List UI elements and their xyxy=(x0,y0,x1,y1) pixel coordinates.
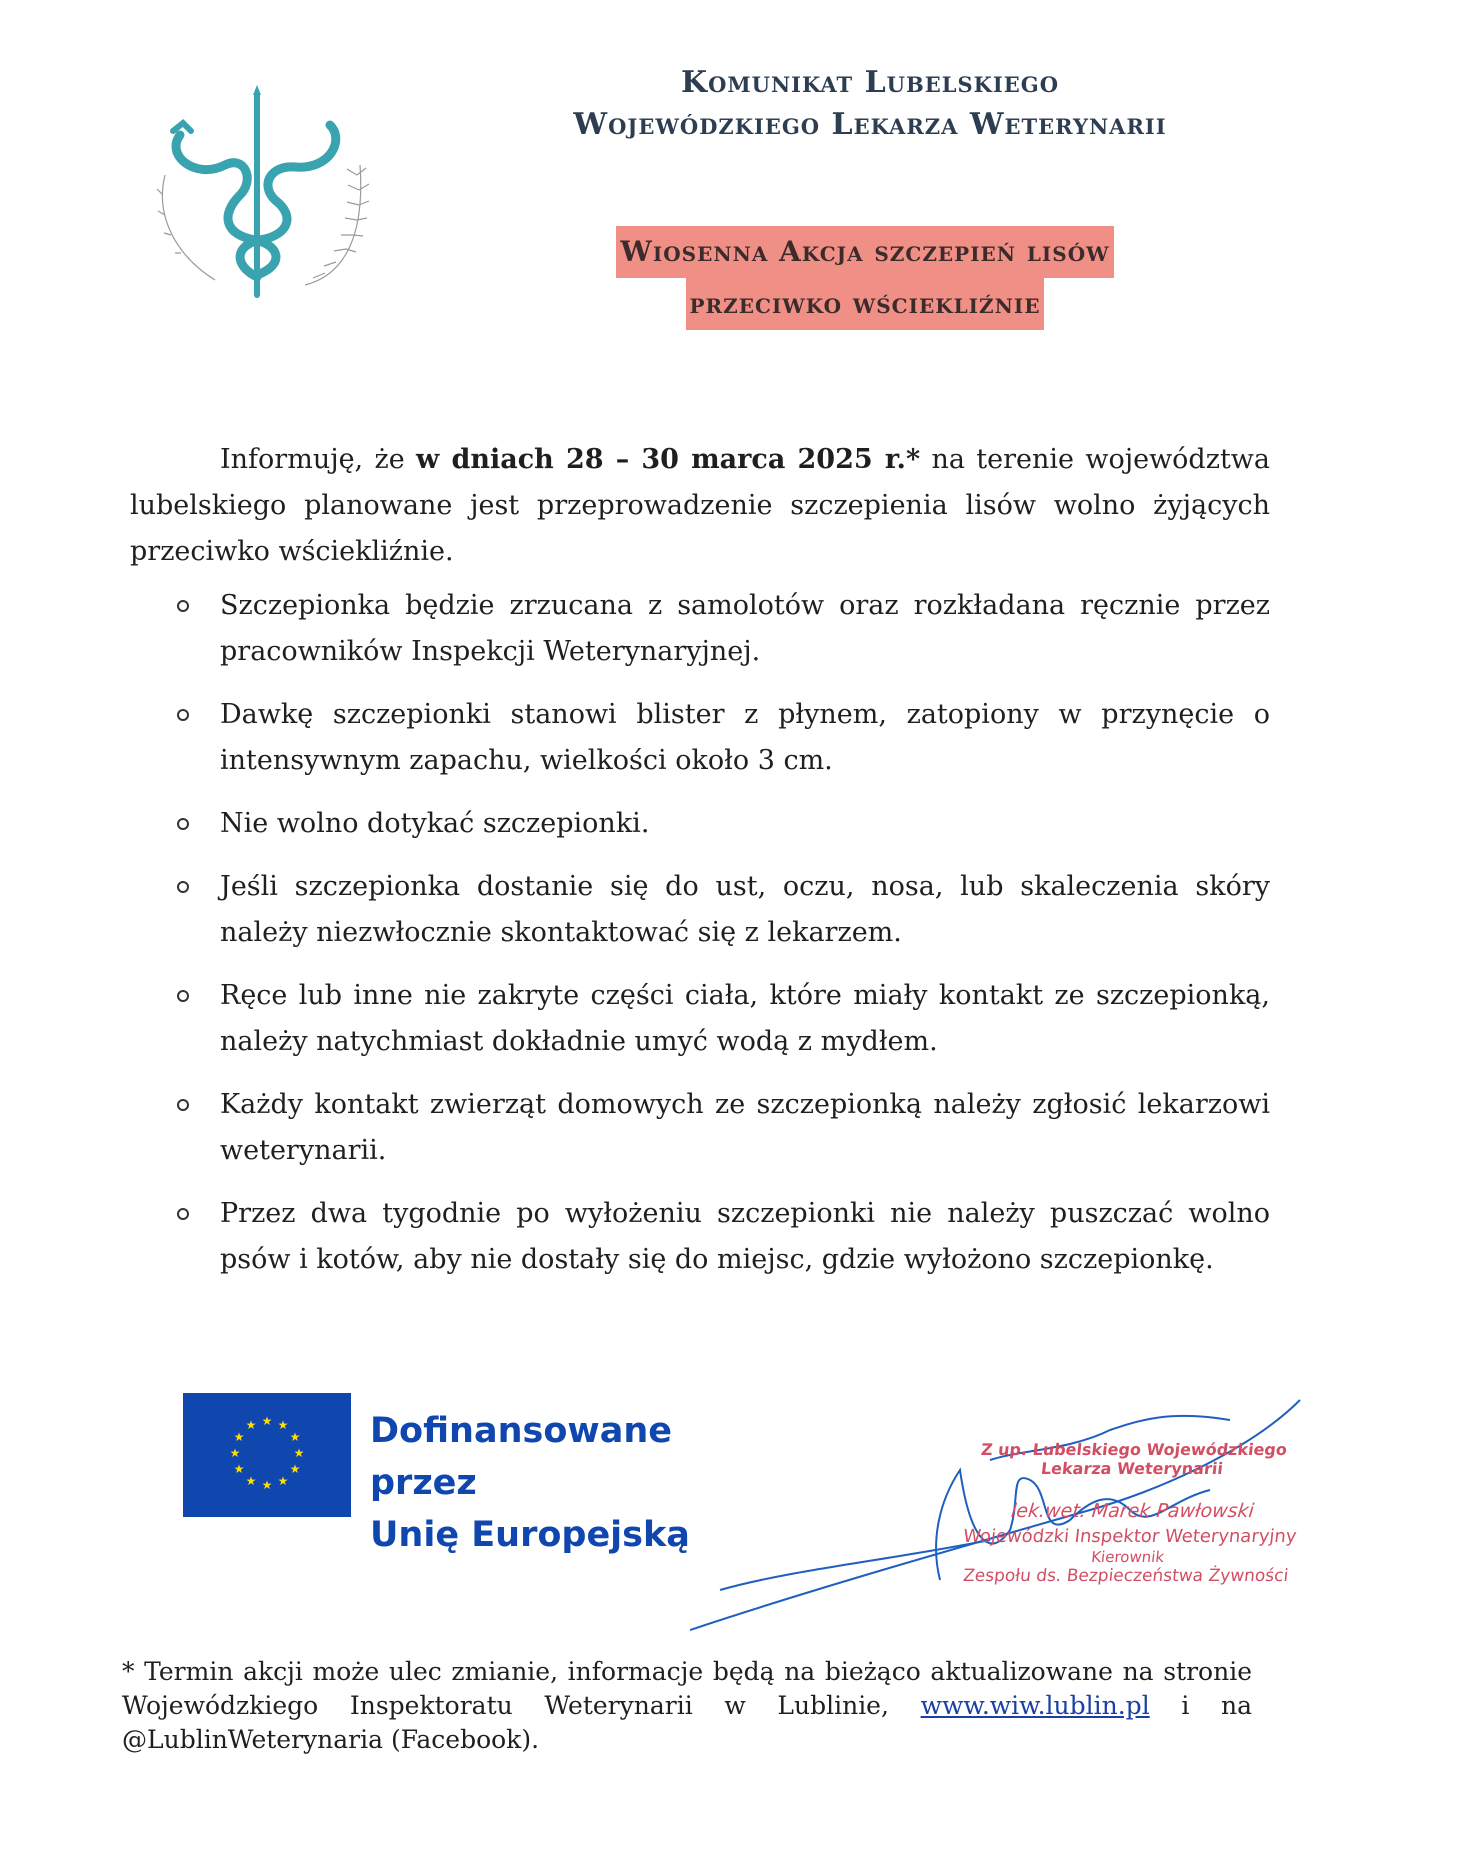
footnote-text: * Termin akcji może ulec zmianie, informacje będą na bieżąco aktualizowane na stronie Wojewódzkiego Inspektoratu Weterynarii w Lublinie, xyxy=(122,1657,1252,1720)
eu-line-1: Dofinansowane przez xyxy=(370,1411,672,1503)
list-item-text: Przez dwa tygodnie po wyłożeniu szczepionki nie należy puszczać wolno psów i kotów, aby nie dostały się do miejsc, gdzie wyłożono szczepionkę. xyxy=(220,1198,1270,1275)
list-item xyxy=(130,692,1270,784)
svg-text:★: ★ xyxy=(261,1478,273,1492)
stamp-line-3: Wojewódzki Inspektor Weterynaryjny xyxy=(962,1526,1298,1547)
list-item xyxy=(130,583,1270,675)
list-item-text: Szczepionka będzie zrzucana z samolotów oraz rozkładana ręcznie przez pracowników Inspekcji Weterynaryjnej. xyxy=(220,590,1270,667)
caduceus-icon xyxy=(145,85,385,300)
svg-text:★: ★ xyxy=(289,1430,301,1444)
svg-text:★: ★ xyxy=(261,1414,273,1428)
header xyxy=(430,62,1310,146)
intro-before: Informuję, że xyxy=(220,444,417,475)
svg-text:★: ★ xyxy=(277,1474,289,1488)
website-link[interactable]: www.wiw.lublin.pl xyxy=(920,1691,1150,1720)
list-item-text: Jeśli szczepionka dostanie się do ust, oczu, nosa, lub skaleczenia skóry należy niezwłocznie skontaktować się z lekarzem. xyxy=(220,871,1270,948)
list-item-text: Nie wolno dotykać szczepionki. xyxy=(220,808,650,839)
svg-text:★: ★ xyxy=(245,1418,257,1432)
svg-text:★: ★ xyxy=(293,1446,305,1460)
svg-text:★: ★ xyxy=(277,1418,289,1432)
stamp-line-4: Kierownik xyxy=(1090,1548,1166,1566)
bullet-icon xyxy=(177,1099,189,1111)
list-item-text: Każdy kontakt zwierząt domowych ze szczepionką należy zgłosić lekarzowi weterynarii. xyxy=(220,1089,1270,1166)
intro-after: na terenie województwa lubelskiego planowane jest przeprowadzenie szczepienia lisów wolno żyjących przeciwko wściekliźnie. xyxy=(130,444,1270,567)
bullet-icon xyxy=(177,881,189,893)
list-item-text: Ręce lub inne nie zakryte części ciała, które miały kontakt ze szczepionką, należy natychmiast dokładnie umyć wodą z mydłem. xyxy=(220,980,1270,1057)
intro-paragraph xyxy=(130,437,1270,575)
footnote xyxy=(122,1655,1252,1757)
campaign-title xyxy=(505,226,1225,330)
stamp-line-5: Zespołu ds. Bezpieczeństwa Żywności xyxy=(962,1566,1290,1586)
bullet-icon xyxy=(177,1208,189,1220)
eu-flag-icon xyxy=(183,1393,351,1517)
bullet-icon xyxy=(177,818,189,830)
bullet-icon xyxy=(177,990,189,1002)
footnote-tail: i na @LublinWeterynaria (Facebook). xyxy=(122,1691,1252,1754)
eu-line-2: Unię Europejską xyxy=(370,1515,690,1555)
bullet-icon xyxy=(177,600,189,612)
list-item xyxy=(130,864,1270,956)
list-item xyxy=(130,1191,1270,1283)
main-content xyxy=(130,437,1270,1300)
veterinary-caduceus-logo xyxy=(145,85,385,300)
campaign-title-line-1: Wiosenna Akcja szczepień lisów xyxy=(616,226,1113,278)
list-item xyxy=(130,1082,1270,1174)
bullet-icon xyxy=(177,709,189,721)
list-item xyxy=(130,801,1270,847)
instruction-list xyxy=(130,583,1270,1283)
campaign-title-line-2: przeciwko wściekliźnie xyxy=(686,278,1045,330)
svg-text:★: ★ xyxy=(233,1462,245,1476)
list-item xyxy=(130,973,1270,1065)
stamp-line-2: lek.wet. Marek Pawłowski xyxy=(1009,1500,1256,1522)
svg-text:★: ★ xyxy=(245,1474,257,1488)
header-line-1: Komunikat Lubelskiego xyxy=(681,65,1059,100)
stamp-line-1: Z up. Lubelskiego Wojewódzkiego Lekarza Weterynarii xyxy=(980,1440,1288,1478)
svg-text:★: ★ xyxy=(229,1446,241,1460)
svg-text:★: ★ xyxy=(233,1430,245,1444)
intro-dates: w dniach 28 – 30 marca 2025 r.* xyxy=(416,444,921,475)
header-line-2: Wojewódzkiego Lekarza Weterynarii xyxy=(573,107,1167,142)
list-item-text: Dawkę szczepionki stanowi blister z płynem, zatopiony w przynęcie o intensywnym zapachu, wielkości około 3 cm. xyxy=(220,699,1270,776)
svg-text:★: ★ xyxy=(289,1462,301,1476)
